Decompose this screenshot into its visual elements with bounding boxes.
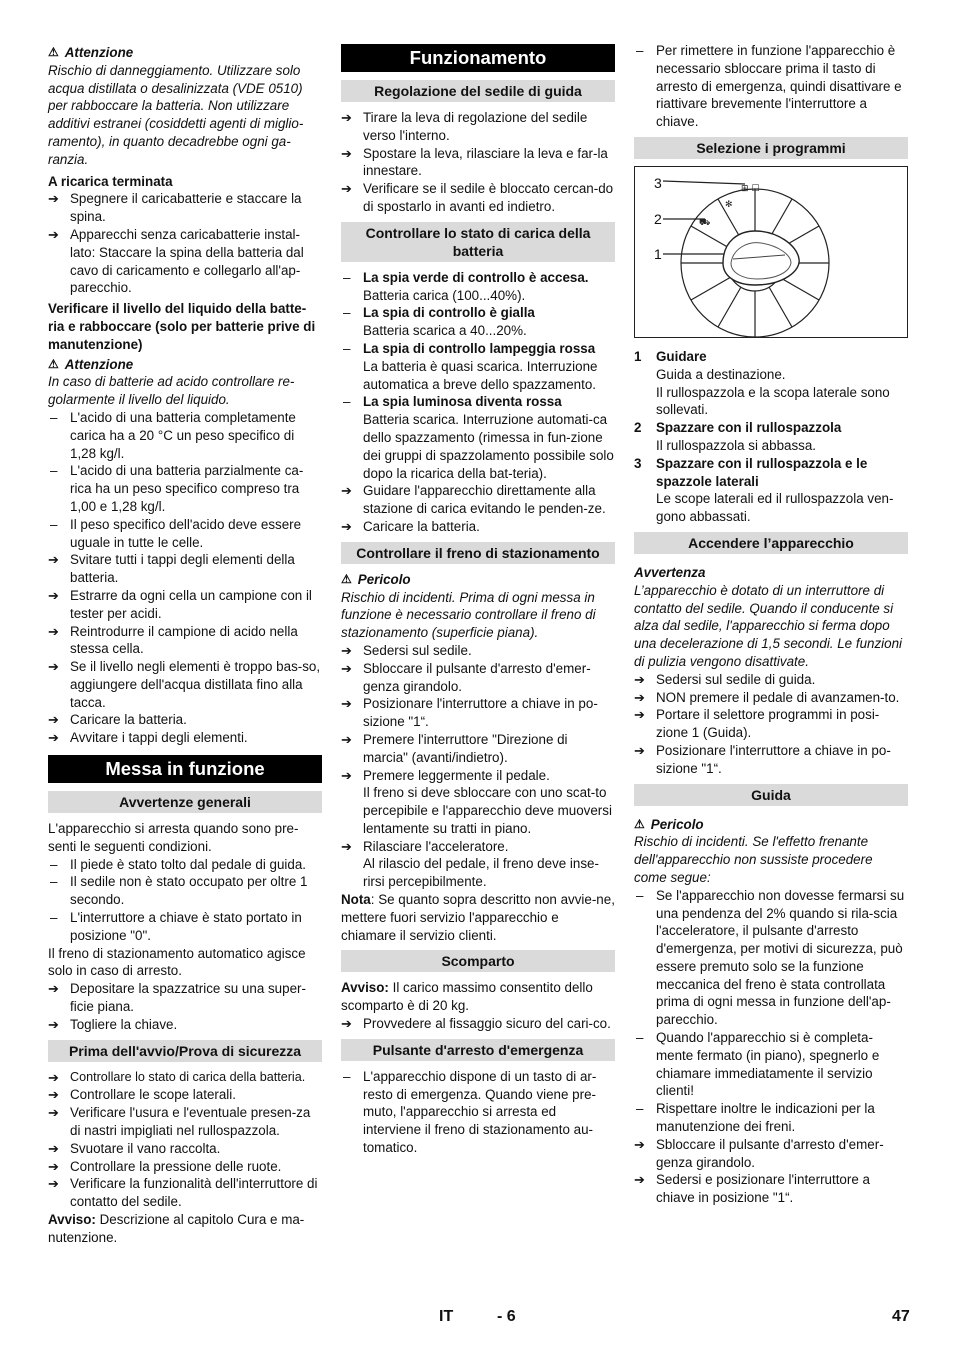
recharge-list (48, 190, 322, 297)
section-title: Avvertenze generali (48, 791, 322, 813)
arrow-icon: ➔ (341, 110, 352, 125)
list-item: ➔ Caricare la batteria. (48, 712, 187, 728)
list-item: ➔ Sbloccare il pulsante d'arresto d'emer-genza girandolo. (341, 660, 591, 694)
chapter-title: Funzionamento (341, 44, 615, 72)
drive-program-icon: ⛟ (699, 217, 711, 228)
refill-list (48, 551, 322, 747)
list-item: – Rispettare inoltre le indicazioni per la manutenzione dei freni. (636, 1101, 875, 1135)
list-item: – Il piede è stato tolto dal pedale di guida. (50, 856, 306, 872)
program-list: 1 Guidare Guida a destinazione. Il rullospazzola e la scopa laterale sono sollevati. 2 Spazzare con il rullospazzola Il rullospazzola si abbassa. 3 Spazzare con il rullospazzola e le spazzole laterali Le scope laterali ed il rullospazzola ven-gono abbassati. (634, 348, 908, 526)
list-item: – La spia di controllo è gialla (343, 305, 535, 321)
list-item: ➔ Guidare l'apparecchio direttamente alla stazione di carica evitando le penden-ze. (341, 483, 606, 517)
list-item: – Quando l'apparecchio si è completa-mente fermato (in piano), spegnerlo e chiamare immediatamente il servizio clienti! (636, 1030, 880, 1099)
arrow-icon: ➔ (634, 689, 645, 705)
arrow-icon: ➔ (634, 1172, 645, 1188)
list-item: ➔ Verificare l'usura e l'eventuale presen-za di nastri impigliati nel rullospazzola. (48, 1105, 311, 1139)
arrow-icon: ➔ (341, 696, 352, 712)
arrow-icon: ➔ (48, 730, 59, 746)
danger-text: Rischio di incidenti. Se l'effetto frenante dell'apparecchio non sussiste procedere come segue: (634, 834, 873, 885)
list-item: – La spia luminosa diventa rossa (343, 394, 562, 410)
list-item: ➔ Verificare se il sedile è bloccato cercan-do di spostarlo in avanti ed indietro. (341, 181, 614, 214)
column-2 (341, 42, 615, 1157)
arrow-icon: ➔ (48, 1140, 59, 1156)
list-item: ➔ Reintrodurre il campione di acido nella stessa cella. (48, 623, 298, 657)
arrow-icon: ➔ (48, 712, 59, 728)
list-item: ➔ Posizionare l'interruttore a chiave in po-sizione "1“. (341, 696, 598, 730)
brake-steps: ➔ Sedersi sul sedile. ➔ Sbloccare il pulsante d'arresto d'emer-genza girandolo. ➔ Posizionare l'interruttore a chiave in po-sizione "1“. ➔ Premere l'interruttore "Direzione di marcia" (avanti/indietro). ➔ Premere leggermente il pedale. Il freno si deve sbloccare con uno scat-to percepibile e l'apparecchio deve muoversi lentamente su tratti in piano. ➔ Rilasciare l'acceleratore. Al rilascio del pedale, il freno deve inse-rirsi percepibilmente. (341, 642, 615, 891)
list-item: ➔ Svitare tutti i tappi degli elementi della batteria. (48, 552, 295, 586)
warning-icon: ⚠ (634, 816, 645, 831)
arrow-icon: ➔ (341, 1016, 352, 1032)
arrow-icon: ➔ (48, 1087, 59, 1103)
list-item: – L'acido di una batteria completamente carica ha a 20 °C un peso specifico di 1,28 kg/l. (50, 409, 296, 461)
list-item: ➔ Verificare la funzionalità dell'interruttore di contatto del sedile. (48, 1176, 318, 1210)
brush-program-icon: ⊞ ☐ (741, 183, 760, 194)
arrow-icon: ➔ (48, 659, 59, 675)
arrow-icon: ➔ (341, 731, 352, 747)
list-item: ➔ Caricare la batteria. (341, 518, 480, 534)
dial-knob (723, 231, 799, 285)
arrow-icon: ➔ (341, 838, 352, 854)
notice: Avviso: Il carico massimo consentito dello scomparto è di 20 kg. (341, 980, 593, 1014)
program-item: 3 Spazzare con il rullospazzola e le spazzole laterali (634, 455, 868, 489)
list-item: ➔ Premere leggermente il pedale. (341, 767, 550, 783)
list-item: ➔ Se il livello negli elementi è troppo bas-so, aggiungere dell'acqua distillata fino alla tacca. (48, 659, 321, 710)
column-3 (634, 42, 908, 1207)
list-item: ➔ Spostare la leva, rilasciare la leva e far-la innestare. (341, 145, 608, 179)
list-item: – La spia di controllo lampeggia rossa (343, 340, 596, 356)
list-item: ➔ Apparecchi senza caricabatterie instal-lato: Staccare la spina della batteria dal cavo di caricamento e collegarlo all'ap-parecchio. (48, 226, 304, 296)
program-selector-figure (634, 166, 908, 338)
arrow-icon: ➔ (48, 981, 59, 997)
arrow-icon: ➔ (48, 226, 59, 242)
list-item: – L'interruttore a chiave è stato portato in posizione "0". (50, 910, 302, 943)
list-item: – Se l'apparecchio non dovesse fermarsi su una pendenza del 2% quando si rila-scia l'acceleratore, il pulsante d'arresto d'emergenza, per motivi di sicurezza, può essere premuto solo se la funzione meccanica del freno è stata controllata prima di ogni messa in funzione dell'ap-parecchio. (636, 887, 905, 1028)
footer-page-local: - 6 (497, 1308, 516, 1325)
arrow-icon: ➔ (341, 181, 352, 197)
list-item: ➔ Avvitare i tappi degli elementi. (48, 730, 248, 746)
subheading: Verificare il livello del liquido della batte-ria e rabboccare (solo per batterie prive di manutenzione) (48, 301, 316, 352)
indicator-list: – La spia verde di controllo è accesa. Batteria carica (100...40%). – La spia di controllo è gialla Batteria scarica a 40...20%. – La spia di controllo lampeggia rossa La batteria è quasi scarica. Interruzione automatica a breve dello spazzamento. – La spia luminosa diventa rossa Batteria scarica. Interruzione automati-ca dello spazzamento (rimessa in fun-zione dei gruppi di spazzolamento possibile solo dopo la ricarica della bat-teria). (343, 269, 614, 481)
list-item: – L'apparecchio dispone di un tasto di ar-resto di emergenza. Quando viene pre-muto, l'apparecchio si arresta ed interviene il freno di stazionamento au-tomatico. (343, 1068, 597, 1156)
chapter-title: Messa in funzione (48, 755, 322, 783)
paragraph: L'apparecchio si arresta quando sono pre-senti le seguenti condizioni. (48, 821, 299, 854)
arrow-icon: ➔ (48, 587, 59, 603)
warning-icon: ⚠ (48, 45, 59, 59)
arrow-icon: ➔ (341, 518, 352, 534)
sweep-program-icon: ✻ (725, 199, 733, 210)
subheading: A ricarica terminata (48, 173, 173, 189)
danger-heading: ⚠ Pericolo (634, 816, 704, 832)
warning-text: Rischio di danneggiamento. Utilizzare solo acqua distillata o desalinizzata (VDE 0510) per rabboccare la batteria. Non utilizzare additivi estranei (cosiddetti agenti di miglio-ramento), in quanto decadrebbe ogni ga-ranzia. (48, 62, 304, 167)
arrow-icon: ➔ (634, 1136, 645, 1152)
danger-text: Rischio di incidenti. Prima di ogni messa in funzione è necessario controllare il freno di stazionamento (superficie piana). (341, 589, 596, 641)
list-item: – L'acido di una batteria parzialmente ca-rica ha un peso specifico compreso tra 1,00 e 1,28 kg/l. (50, 463, 304, 514)
list-item: – La spia verde di controllo è accesa. (343, 269, 589, 285)
arrow-icon: ➔ (48, 1158, 59, 1174)
arrow-icon: ➔ (48, 1105, 59, 1121)
dial-label-1: 1 (654, 245, 662, 262)
arrow-icon: ➔ (634, 671, 645, 687)
danger-heading: ⚠ Pericolo (341, 571, 411, 587)
list-item: ➔ Premere l'interruttore "Direzione di marcia" (avanti/indietro). (341, 731, 568, 765)
list-item: ➔ Sedersi sul sedile. (341, 642, 472, 658)
program-item: 2 Spazzare con il rullospazzola (634, 420, 842, 436)
list-item: ➔ Posizionare l'interruttore a chiave in po-sizione "1“. (634, 742, 891, 776)
section-title: Selezione i programmi (634, 137, 908, 159)
section-title: Regolazione del sedile di guida (341, 80, 615, 102)
arrow-icon: ➔ (634, 707, 645, 723)
warning-heading: ⚠ Attenzione (48, 356, 134, 372)
dial-label-3: 3 (654, 174, 662, 191)
list-item: – Il peso specifico dell'acido deve essere uguale in tutte le celle. (50, 516, 302, 550)
arrow-icon: ➔ (341, 642, 352, 658)
column-1 (48, 42, 322, 1247)
list-item: ➔ Spegnere il caricabatterie e staccare la spina. (48, 191, 302, 225)
list-item: ➔ Controllare le scope laterali. (48, 1087, 236, 1103)
arrow-icon: ➔ (48, 1069, 59, 1085)
arrow-icon: ➔ (634, 742, 645, 758)
arrow-icon: ➔ (48, 552, 59, 568)
list-item: ➔ Estrarre da ogni cella un campione con il tester per acidi. (48, 587, 312, 621)
notice-text: L’apparecchio è dotato di un interruttore di contatto del sedile. Quando il conducente si alza dal sedile, l'apparecchio si ferma dopo una decelerazione di 1,5 secondi. Le funzioni di pulizia vengono disattivate. (634, 582, 903, 669)
list-item: ➔ Provvedere al fissaggio sicuro del cari-co. (341, 1016, 611, 1032)
list-item: ➔ Controllare la pressione delle ruote. (48, 1158, 282, 1174)
note: Nota: Se quanto sopra descritto non avvie-ne, mettere fuori servizio l'apparecchio e chiamare il servizio clienti. (341, 892, 615, 943)
section-title: Pulsante d'arresto d'emergenza (341, 1039, 615, 1061)
list-item: ➔ Togliere la chiave. (48, 1016, 178, 1032)
list-item: ➔ Rilasciare l'acceleratore. (341, 838, 509, 854)
arrow-icon: ➔ (341, 767, 352, 783)
arrow-icon: ➔ (341, 145, 352, 161)
arrow-icon: ➔ (48, 623, 59, 639)
warning-icon: ⚠ (341, 571, 352, 586)
warning-icon: ⚠ (48, 356, 59, 371)
notice: Avviso: Descrizione al capitolo Cura e ma-nutenzione. (48, 1212, 305, 1245)
section-title: Accendere l’apparecchio (634, 532, 908, 554)
arrow-icon: ➔ (48, 1176, 59, 1192)
list-item: ➔ Sedersi e posizionare l'interruttore a chiave in posizione "1“. (634, 1172, 870, 1206)
section-title: Controllare lo stato di carica della batteria (341, 222, 615, 262)
notice-heading: Avvertenza (634, 564, 706, 580)
warning-heading: ⚠ Attenzione (48, 45, 134, 60)
list-item: ➔ Sedersi sul sedile di guida. (634, 671, 816, 687)
section-title: Controllare il freno di stazionamento (341, 542, 615, 564)
list-item: ➔ Tirare la leva di regolazione del sedile verso l'interno. (341, 110, 588, 143)
check-list (48, 1069, 322, 1211)
footer-language: IT (439, 1308, 454, 1325)
dial-label-2: 2 (654, 210, 662, 227)
list-item: ➔ Svuotare il vano raccolta. (48, 1140, 221, 1156)
arrow-icon: ➔ (341, 660, 352, 676)
warning-text: In caso di batterie ad acido controllare re-golarmente il livello del liquido. (48, 374, 295, 408)
section-title: Scomparto (341, 950, 615, 972)
footer-page-number: 47 (892, 1308, 910, 1325)
program-dial-illustration (635, 167, 907, 337)
list-item: ➔ NON premere il pedale di avanzamen-to. (634, 689, 900, 705)
list-item: – Il sedile non è stato occupato per oltre 1 secondo. (50, 874, 308, 908)
arrow-icon: ➔ (48, 1016, 59, 1032)
acid-list (48, 409, 322, 551)
section-title: Guida (634, 784, 908, 806)
list-item: ➔ Controllare lo stato di carica della batteria. (48, 1069, 306, 1085)
paragraph: Il freno di stazionamento automatico agisce solo in caso di arresto. (48, 945, 306, 979)
section-title: Prima dell'avvio/Prova di sicurezza (48, 1040, 322, 1062)
arrow-icon: ➔ (48, 191, 59, 207)
program-item: 1 Guidare (634, 348, 707, 364)
list-item: ➔ Depositare la spazzatrice su una super-ficie piana. (48, 981, 306, 1015)
list-item: – Per rimettere in funzione l'apparecchio è necessario sbloccare prima il tasto di arresto di emergenza, quindi disattivare e riattivare brevemente l'interruttore a chiave. (636, 43, 902, 130)
arrow-icon: ➔ (341, 483, 352, 499)
conditions-list (48, 856, 322, 945)
list-item: ➔ Portare il selettore programmi in posi-zione 1 (Guida). (634, 707, 880, 741)
list-item: ➔ Sbloccare il pulsante d'arresto d'emer-genza girandolo. (634, 1136, 884, 1170)
